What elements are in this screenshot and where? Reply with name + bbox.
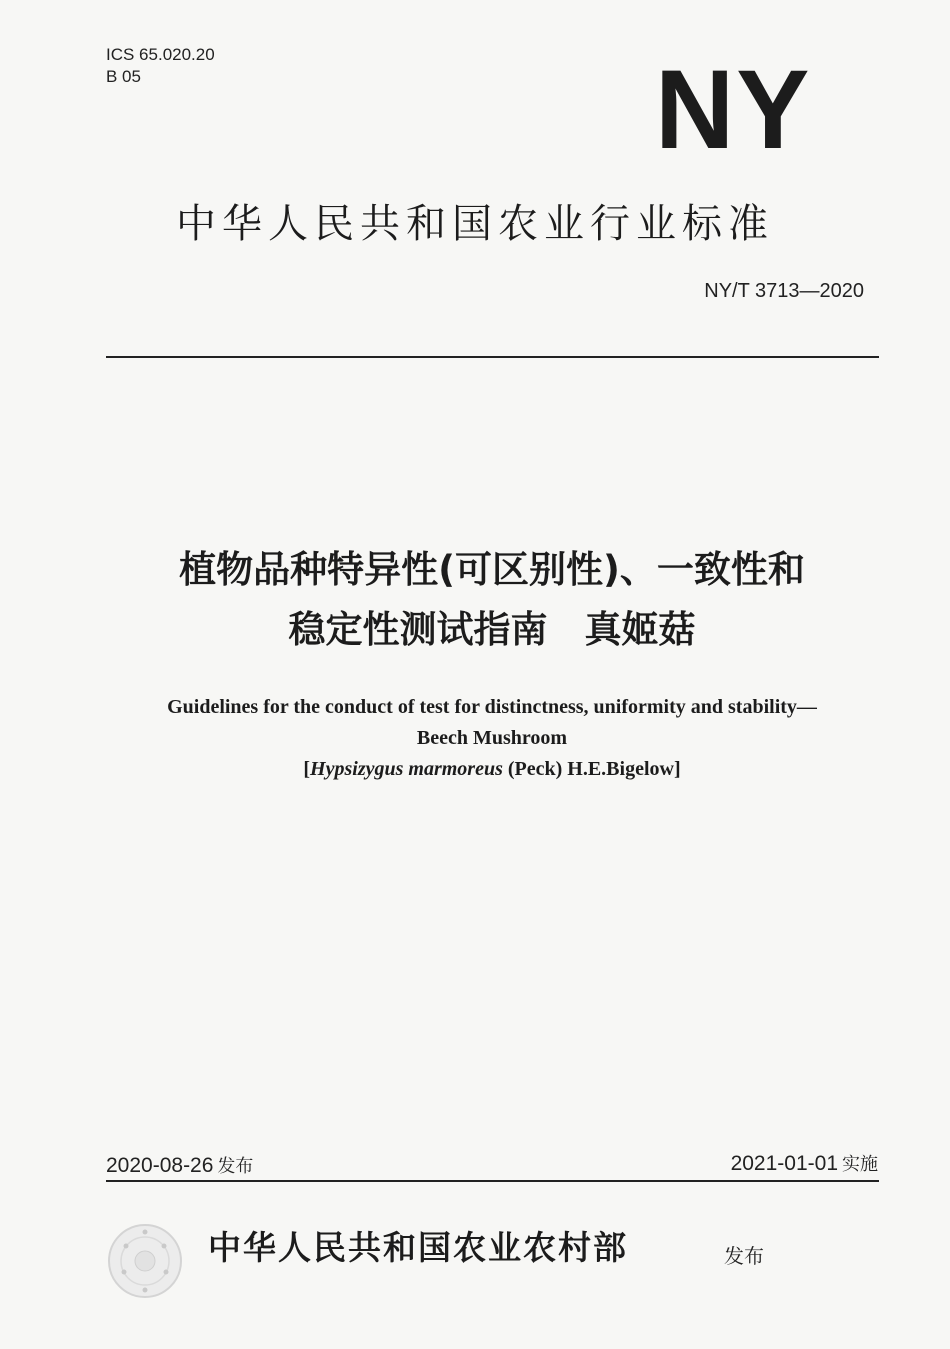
- scientific-name: Hypsizygus marmoreus: [310, 758, 503, 780]
- issue-date: 2020-08-26: [106, 1154, 214, 1177]
- issue-date-block: [106, 1152, 253, 1178]
- chinese-title: [0, 540, 950, 660]
- english-title: [0, 692, 950, 785]
- authority: (Peck) H.E.Bigelow: [502, 758, 674, 780]
- publish-label: 发布: [724, 1244, 764, 1268]
- bracket-close: ]: [673, 758, 681, 780]
- chinese-title-line-1: 植物品种特异性(可区别性)、一致性和: [179, 548, 805, 591]
- implement-label: 实施: [842, 1154, 878, 1175]
- publisher-seal-icon: [104, 1220, 186, 1302]
- ny-logo: NY: [655, 47, 812, 172]
- english-title-line-2: Beech Mushroom: [416, 727, 568, 749]
- ics-code: ICS 65.020.20: [106, 45, 215, 64]
- chinese-title-line-2: 稳定性测试指南 真姬菇: [288, 608, 696, 651]
- bracket-open: [: [303, 758, 311, 780]
- issue-label: 发布: [217, 1156, 254, 1177]
- implement-date-block: [731, 1150, 878, 1176]
- publisher-name: 中华人民共和国农业农村部: [208, 1228, 628, 1267]
- implement-date: 2021-01-01: [730, 1152, 838, 1175]
- bottom-divider: [106, 1180, 879, 1182]
- ccs-code: B 05: [106, 67, 141, 86]
- top-divider: [106, 356, 879, 358]
- standard-category-title: 中华人民共和国农业行业标准: [176, 201, 774, 247]
- classification-codes: [106, 44, 215, 88]
- standard-number: NY/T 3713—2020: [704, 280, 864, 302]
- english-title-line-3: [0, 754, 950, 785]
- english-title-line-1: Guidelines for the conduct of test for distinctness, uniformity and stability—: [167, 696, 817, 718]
